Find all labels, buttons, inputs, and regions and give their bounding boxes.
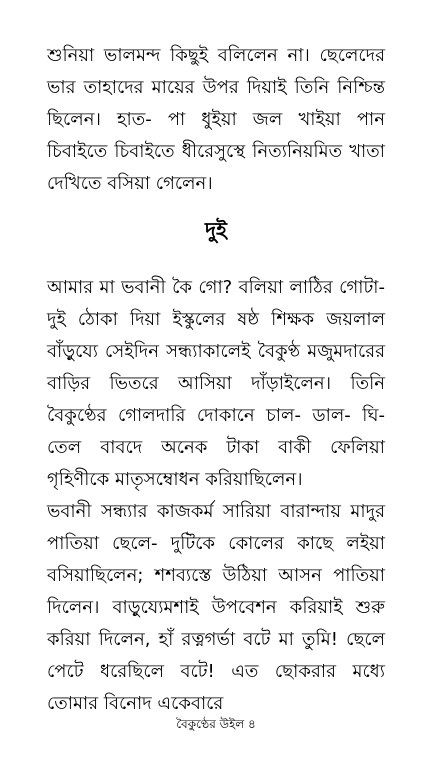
page-footer: বৈকুণ্ঠের উইল ৪ (176, 717, 256, 731)
paragraph-1: শুনিয়া ভালমন্দ কিছুই বলিলেন না। ছেলেদের ভার তাহাদের মায়ের উপর দিয়াই তিনি নিশ্চিন্ত ছিলেন। হাত- পা ধুইয়া জল খাইয়া পান চিবাইতে চিবাইতে ধীরেসুস্থে নিত্যনিয়মিত খাতা দেখিতে বসিয়া গেলেন। (47, 45, 385, 194)
paragraph-2: আমার মা ভবানী কৈ গো? বলিয়া লাঠির গোটা- দুই ঠোকা দিয়া ইস্কুলের ষষ্ঠ শিক্ষক জয়লাল বাঁড়ুয্যে সেইদিন সন্ধ্যাকালেই বৈকুণ্ঠ মজুমদারের বাড়ির ভিতরে আসিয়া দাঁড়াইলেন। তিনি বৈকুণ্ঠের গোলদারি দোকানে চাল- ডাল- ঘি- তেল বাবদে অনেক টাকা বাকী ফেলিয়া গৃহিণীকে মাতৃসম্বোধন করিয়াছিলেন। (47, 277, 385, 490)
chapter-heading: দুই (205, 218, 227, 242)
paragraph-3: ভবানী সন্ধ্যার কাজকর্ম সারিয়া বারান্দায় মাদুর পাতিয়া ছেলে- দুটিকে কোলের কাছে লইয়া বসিয়াছিলেন; শশব্যস্তে উঠিয়া আসন পাতিয়া দিলেন। বাড়ুয্যেমশাই উপবেশন করিয়াই শুরু করিয়া দিলেন, হাঁ রত্নগর্ভা বটে মা তুমি! ছেলে পেটে ধরেছিলে বটে! এত ছোকরার মধ্যে তোমার বিনোদ একেবারে (47, 501, 385, 714)
